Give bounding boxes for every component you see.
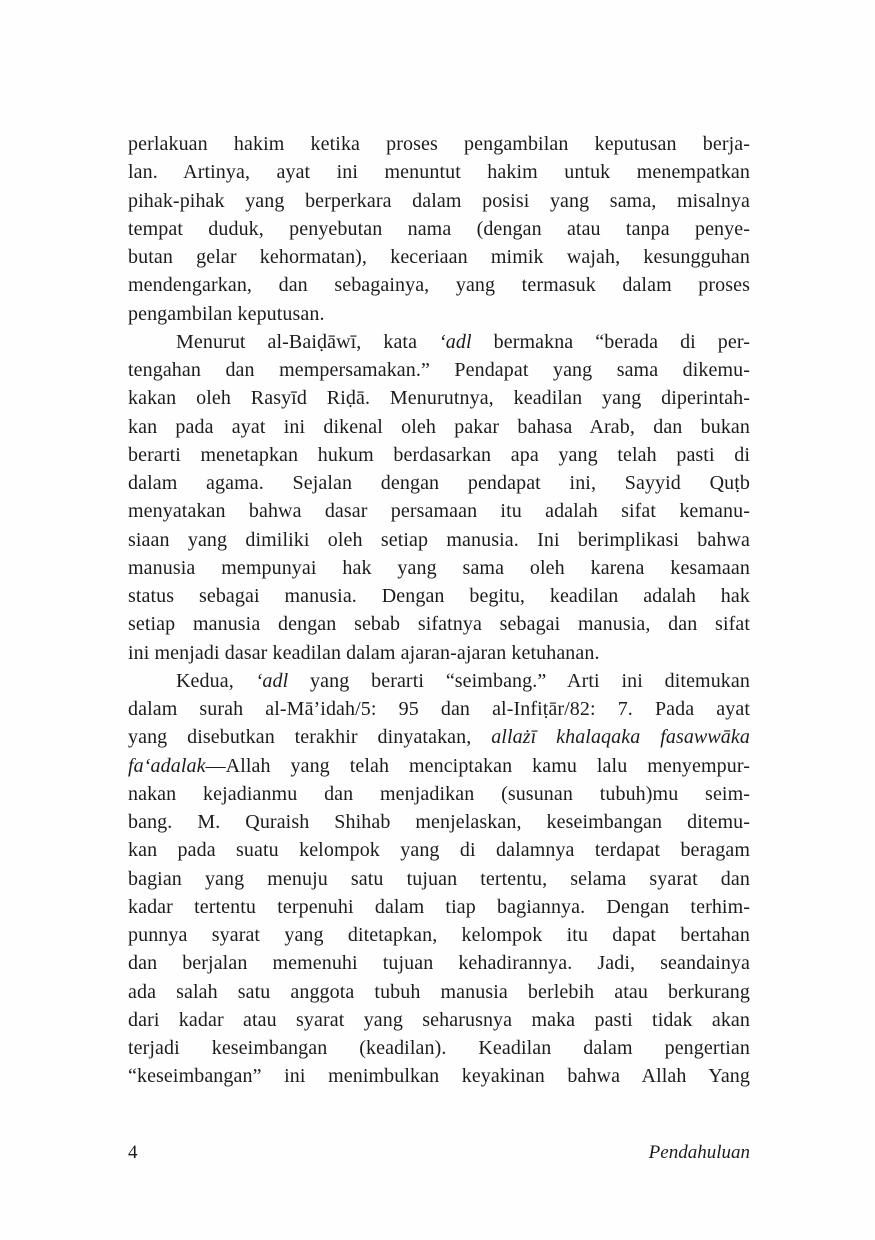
text-line bbox=[128, 752, 750, 780]
text-line bbox=[128, 1062, 750, 1090]
text-line bbox=[128, 836, 750, 864]
text-segment: manusia mempunyai hak yang sama oleh karena kesamaan bbox=[128, 556, 750, 579]
text-line bbox=[128, 469, 750, 497]
text-line bbox=[128, 1006, 750, 1034]
text-segment: ada salah satu anggota tubuh manusia berlebih atau berkurang bbox=[128, 980, 750, 1003]
text-line bbox=[128, 921, 750, 949]
text-line bbox=[128, 808, 750, 836]
text-segment: siaan yang dimiliki oleh setiap manusia. Ini berimplikasi bahwa bbox=[128, 528, 750, 551]
text-line bbox=[128, 554, 750, 582]
text-line bbox=[128, 667, 750, 695]
text-line bbox=[128, 949, 750, 977]
italic-term: ‘adl bbox=[439, 330, 472, 353]
text-segment: dalam surah al-Mā’idah/5: 95 dan al-Infiṭār/82: 7. Pada ayat bbox=[128, 698, 750, 720]
text-segment: dan berjalan memenuhi tujuan kehadirannya. Jadi, seandainya bbox=[128, 952, 750, 975]
text-line bbox=[128, 158, 750, 186]
text-segment: kadar tertentu terpenuhi dalam tiap bagiannya. Dengan terhim- bbox=[128, 895, 750, 918]
text-segment: Menurut al-Baiḍāwī, kata bbox=[176, 330, 440, 353]
text-line bbox=[128, 300, 750, 328]
text-segment: bang. M. Quraish Shihab menjelaskan, keseimbangan ditemu- bbox=[128, 811, 750, 833]
text-line bbox=[128, 893, 750, 921]
text-segment: bagian yang menuju satu tujuan tertentu, selama syarat dan bbox=[128, 867, 750, 890]
text-segment: kan pada suatu kelompok yang di dalamnya terdapat beragam bbox=[128, 839, 750, 862]
text-segment: butan gelar kehormatan), keceriaan mimik wajah, kesungguhan bbox=[128, 246, 750, 268]
running-title: Pendahuluan bbox=[648, 1142, 750, 1163]
text-line bbox=[128, 497, 750, 525]
text-line bbox=[128, 130, 750, 158]
text-segment: nakan kejadianmu dan menjadikan (susunan tubuh)mu seim- bbox=[128, 782, 750, 805]
page-footer bbox=[128, 1139, 750, 1167]
text-line bbox=[128, 582, 750, 610]
text-line bbox=[128, 187, 750, 215]
italic-term: fa‘adalak bbox=[128, 754, 206, 777]
text-line bbox=[128, 526, 750, 554]
text-line bbox=[128, 413, 750, 441]
text-line bbox=[128, 328, 750, 356]
text-segment: tengahan dan mempersamakan.” Pendapat yang sama dikemu- bbox=[128, 359, 750, 381]
text-line bbox=[128, 610, 750, 638]
text-line bbox=[128, 356, 750, 384]
text-segment: “keseimbangan” ini menimbulkan keyakinan bahwa Allah Yang bbox=[128, 1065, 750, 1088]
text-segment: —Allah yang telah menciptakan kamu lalu menyempur- bbox=[205, 754, 750, 777]
text-line bbox=[128, 271, 750, 299]
text-segment: pihak-pihak yang berperkara dalam posisi yang sama, misalnya bbox=[128, 189, 750, 212]
text-segment: pengambilan keputusan. bbox=[128, 302, 325, 325]
text-segment: setiap manusia dengan sebab sifatnya sebagai manusia, dan sifat bbox=[128, 613, 750, 636]
text-segment: kan pada ayat ini dikenal oleh pakar bahasa Arab, dan bukan bbox=[128, 415, 750, 438]
text-segment: yang disebutkan terakhir dinyatakan, bbox=[128, 726, 492, 749]
text-segment: ini menjadi dasar keadilan dalam ajaran-ajaran ketuhanan. bbox=[128, 641, 600, 664]
text-line bbox=[128, 723, 750, 751]
text-segment: tempat duduk, penyebutan nama (dengan atau tanpa penye- bbox=[128, 217, 750, 240]
text-segment: terjadi keseimbangan (keadilan). Keadilan dalam pengertian bbox=[128, 1037, 750, 1059]
text-segment: kakan oleh Rasyīd Riḍā. Menurutnya, keadilan yang diperintah- bbox=[128, 387, 750, 410]
text-segment: Kedua, bbox=[176, 669, 256, 692]
text-line bbox=[128, 865, 750, 893]
text-segment: berarti menetapkan hukum berdasarkan apa yang telah pasti di bbox=[128, 443, 750, 466]
text-line bbox=[128, 215, 750, 243]
text-segment: menyatakan bahwa dasar persamaan itu adalah sifat kemanu- bbox=[128, 500, 750, 523]
text-line bbox=[128, 441, 750, 469]
italic-term: allażī khalaqaka fasawwāka bbox=[491, 726, 750, 749]
text-segment: status sebagai manusia. Dengan begitu, keadilan adalah hak bbox=[128, 585, 750, 607]
page-number: 4 bbox=[128, 1142, 138, 1163]
text-segment: punnya syarat yang ditetapkan, kelompok itu dapat bertahan bbox=[128, 924, 750, 946]
text-segment: dari kadar atau syarat yang seharusnya maka pasti tidak akan bbox=[128, 1008, 750, 1031]
text-line bbox=[128, 780, 750, 808]
text-line bbox=[128, 243, 750, 271]
body-text bbox=[128, 130, 750, 1091]
text-line bbox=[128, 695, 750, 723]
text-line bbox=[128, 639, 750, 667]
text-segment: mendengarkan, dan sebagainya, yang termasuk dalam proses bbox=[128, 274, 750, 297]
italic-term: ‘adl bbox=[255, 669, 289, 692]
text-line bbox=[128, 978, 750, 1006]
text-line bbox=[128, 1034, 750, 1062]
text-segment: bermakna “berada di per- bbox=[471, 330, 750, 353]
text-segment: dalam agama. Sejalan dengan pendapat ini, Sayyid Quṭb bbox=[128, 472, 750, 494]
text-segment: lan. Artinya, ayat ini menuntut hakim untuk menempatkan bbox=[128, 161, 750, 184]
text-segment: perlakuan hakim ketika proses pengambilan keputusan berja- bbox=[128, 133, 750, 155]
text-line bbox=[128, 384, 750, 412]
text-segment: yang berarti “seimbang.” Arti ini ditemukan bbox=[288, 669, 750, 692]
